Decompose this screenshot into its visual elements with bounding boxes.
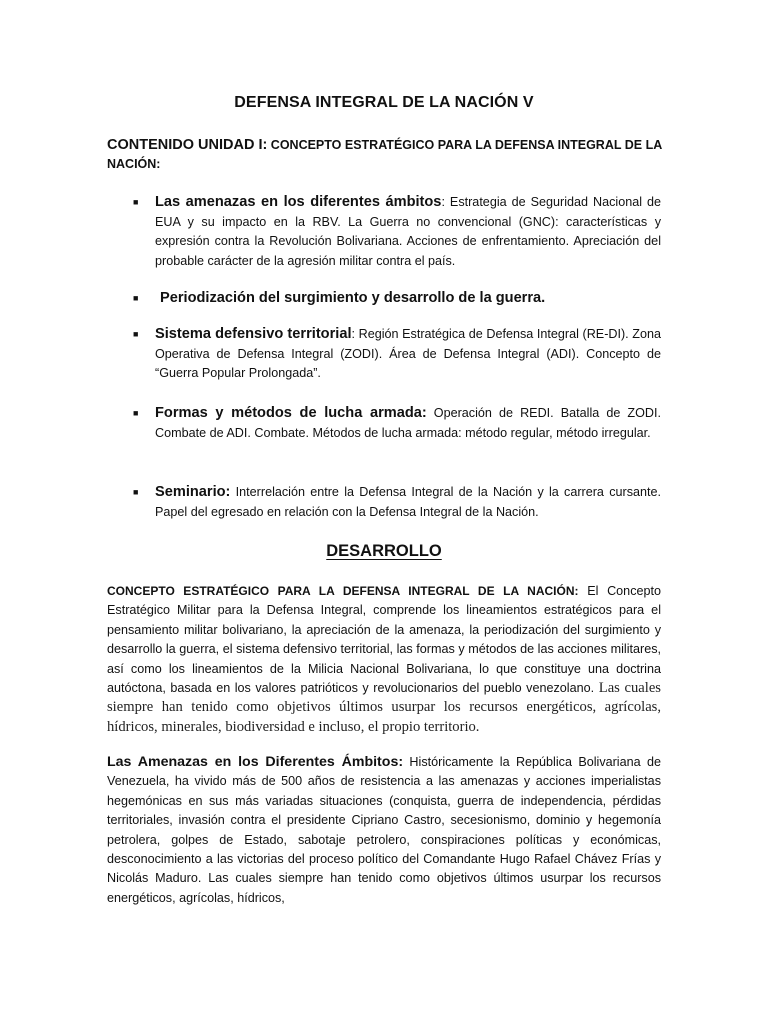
paragraph-text: Históricamente la República Bolivariana de Venezuela, ha vivido más de 500 años de resistencia a las amenazas y acciones imperialistas hegemónicas en sus más variadas situaciones (conquista, guerra de independencia, pérdidas territoriales, invasión contra el presidente Cipriano Castro, secesionismo, dominio y hegemonía petrolera, golpes de Estado, sabotaje petrolero, conspiraciones políticas y económicas, desconocimiento a las victorias del proceso político del Comandante Hugo Rafael Chávez Frías y Nicolás Maduro. Las cuales siempre han tenido como objetivos últimos usurpar los recursos energéticos, agrícolas, hídricos, — [107, 755, 661, 905]
list-item — [133, 483, 661, 522]
list-item — [133, 289, 666, 309]
list-item — [133, 404, 661, 443]
list-item-lead: Formas y métodos de lucha armada: — [155, 405, 427, 421]
document-title: DEFENSA INTEGRAL DE LA NACIÓN V — [234, 94, 534, 111]
paragraph-lead: Las Amenazas en los Diferentes Ámbitos: — [107, 754, 404, 770]
paragraph-concept — [107, 582, 661, 737]
list-item-text: : Estrategia de Seguridad Nacional de EUA y su impacto en la RBV. La Guerra no convencional (GNC): características y expresión contra la Revolución Bolivariana. Acciones de enfrentamiento. Apreciación del probable carácter de la agresión militar contra el país. — [155, 195, 661, 268]
bullet-square-icon: ■ — [133, 293, 139, 303]
bullet-square-icon: ■ — [133, 408, 139, 418]
list-item-text: : Región Estratégica de Defensa Integral (RE-DI). Zona Operativa de Defensa Integral (ZODI). Área de Defensa Integral (ADI). Concepto de “Guerra Popular Prolongada”. — [155, 327, 662, 381]
list-item-text: Interrelación entre la Defensa Integral de la Nación y la carrera cursante. Papel del egresado en relación con la Defensa Integral de la Nación. — [155, 485, 661, 519]
paragraph-threats — [107, 753, 661, 908]
unit-label: CONTENIDO UNIDAD I: — [107, 137, 268, 153]
unit-heading — [107, 136, 662, 174]
list-item-lead: Las amenazas en los diferentes ámbitos — [155, 194, 442, 210]
bullet-square-icon: ■ — [133, 487, 139, 497]
list-item — [133, 193, 661, 271]
bullet-square-icon: ■ — [133, 197, 139, 207]
list-item-text: Operación de REDI. Batalla de ZODI. Combate de ADI. Combate. Métodos de lucha armada: método regular, método irregular. — [155, 406, 661, 440]
section-title: DESARROLLO — [326, 542, 442, 560]
unit-text: CONCEPTO ESTRATÉGICO PARA LA DEFENSA INTEGRAL DE LA NACIÓN: — [107, 138, 662, 171]
list-item-lead: Periodización del surgimiento y desarrollo de la guerra. — [160, 290, 546, 306]
bullet-square-icon: ■ — [133, 329, 139, 339]
paragraph-lead: CONCEPTO ESTRATÉGICO PARA LA DEFENSA INTEGRAL DE LA NACIÓN: — [107, 584, 579, 598]
paragraph-text: El Concepto Estratégico Militar para la Defensa Integral, comprende los lineamientos estratégicos para el pensamiento militar bolivariano, la apreciación de la amenaza, la periodización del surgimiento y desarrollo la guerra, el sistema defensivo territorial, las formas y métodos de las acciones militares, así como los lineamientos de la Milicia Nacional Bolivariana, lo que constituye una doctrina autóctona, basada en los valores patrióticos y revolucionarios del pueblo venezolano. — [107, 584, 661, 696]
list-item-lead: Seminario: — [155, 484, 231, 500]
list-item-lead: Sistema defensivo territorial — [155, 326, 352, 342]
list-item — [133, 325, 662, 384]
paragraph-serif-text: Las cuales siempre han tenido como objetivos últimos usurpar los recursos energéticos, agrícolas, hídricos, minerales, biodiversidad e incluso, el propio territorio. — [107, 680, 661, 735]
